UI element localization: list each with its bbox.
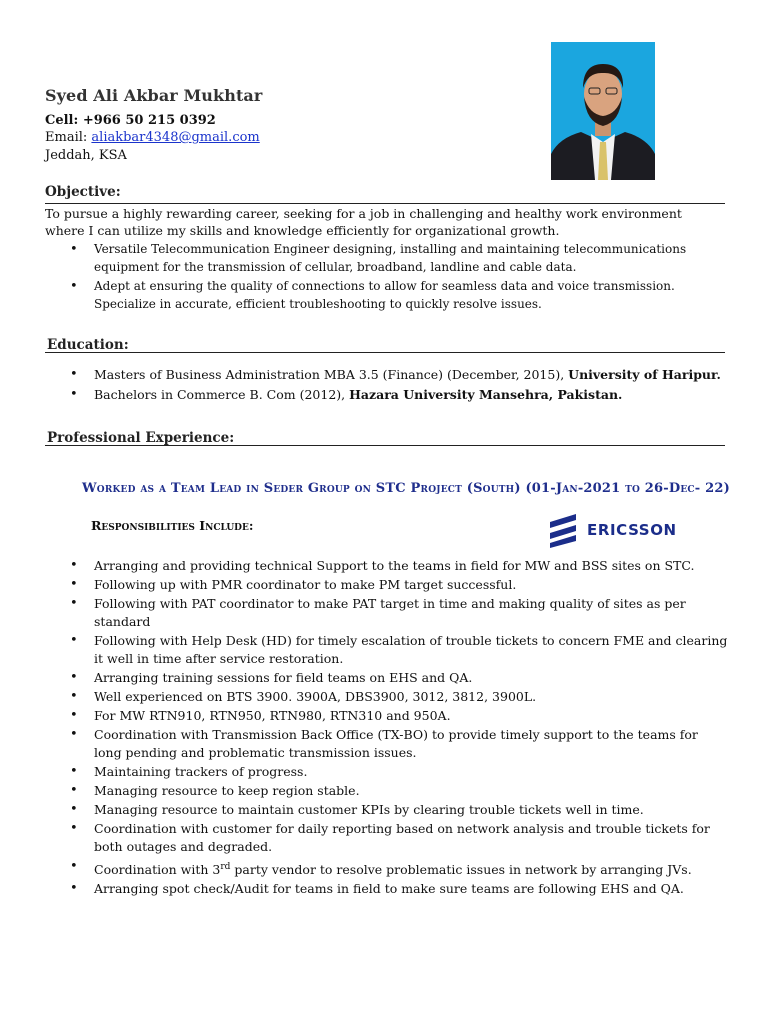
list-item: • Following with Help Desk (HD) for timely escalation of trouble tickets to concern FME and clearing it well in time after service restoration. xyxy=(45,632,729,668)
objective-text: To pursue a highly rewarding career, seeking for a job in challenging and healthy work environment where I can utilize my skills and knowledge efficiently for organizational growth. xyxy=(45,206,682,238)
list-item: • Managing resource to keep region stable. xyxy=(45,782,729,800)
university-name: Hazara University Mansehra, Pakistan. xyxy=(349,387,623,402)
email-line xyxy=(45,130,260,145)
cell-number: Cell: +966 50 215 0392 xyxy=(45,113,216,128)
ericsson-logo xyxy=(546,513,686,549)
education-heading: Education: xyxy=(47,337,129,353)
education-rule xyxy=(45,352,725,353)
profile-photo xyxy=(551,42,655,180)
list-item: • Following with PAT coordinator to make PAT target in time and making quality of sites as per standard xyxy=(45,595,729,631)
vendor-pre: Coordination with 3 xyxy=(94,862,221,878)
list-item: • Adept at ensuring the quality of connections to allow for seamless data and voice transmission. Specialize in accurate, efficient troubleshooting to quickly resolve issues. xyxy=(45,278,729,313)
list-item: • Arranging spot check/Audit for teams in field to make sure teams are following EHS and QA. xyxy=(45,880,729,898)
responsibilities-label: Responsibilities Include: xyxy=(91,518,254,533)
email-label: Email: xyxy=(45,130,92,145)
list-item: • Managing resource to maintain customer KPIs by clearing trouble tickets well in time. xyxy=(45,801,729,819)
list-item: • Arranging training sessions for field teams on EHS and QA. xyxy=(45,669,729,687)
list-item: • Following up with PMR coordinator to make PM target successful. xyxy=(45,576,729,594)
job-title: Worked as a Team Lead in Seder Group on STC Project (South) (01-Jan-2021 to 26-Dec- 22) xyxy=(82,481,730,496)
university-name: University of Haripur. xyxy=(568,367,721,382)
list-item: • For MW RTN910, RTN950, RTN980, RTN310 and 950A. xyxy=(45,707,729,725)
experience-heading: Professional Experience: xyxy=(47,430,235,446)
vendor-post: party vendor to resolve problematic issues in network by arranging JVs. xyxy=(230,862,692,878)
education-list xyxy=(45,365,729,405)
list-item: • Well experienced on BTS 3900. 3900A, DBS3900, 3012, 3812, 3900L. xyxy=(45,688,729,706)
objective-heading: Objective: xyxy=(45,184,121,200)
list-item: • Versatile Telecommunication Engineer designing, installing and maintaining telecommunications equipment for the transmission of cellular, broadband, landline and cable data. xyxy=(45,241,729,276)
degree-text: Masters of Business Administration MBA 3.5 (Finance) (December, 2015), xyxy=(94,367,569,382)
email-link[interactable]: aliakbar4348@gmail.com xyxy=(91,130,260,145)
candidate-name: Syed Ali Akbar Mukhtar xyxy=(45,86,263,105)
list-item: • Arranging and providing technical Support to the teams in field for MW and BSS sites on STC. xyxy=(45,557,729,575)
vendor-sup: rd xyxy=(220,862,231,872)
list-item: • Coordination with Transmission Back Office (TX-BO) to provide timely support to the teams for long pending and problematic transmission issues. xyxy=(45,726,729,762)
location: Jeddah, KSA xyxy=(45,148,127,163)
responsibilities-list xyxy=(45,557,729,898)
list-item xyxy=(45,365,729,385)
list-item xyxy=(45,385,729,405)
experience-rule xyxy=(45,445,725,446)
objective-list xyxy=(45,241,729,313)
list-item: • Coordination with customer for daily reporting based on network analysis and trouble tickets for both outages and degraded. xyxy=(45,820,729,856)
ericsson-icon xyxy=(546,513,582,549)
list-item xyxy=(45,858,729,879)
objective-rule xyxy=(45,203,725,204)
degree-text: Bachelors in Commerce B. Com (2012), xyxy=(94,387,350,402)
logo-text: ERICSSON xyxy=(587,521,677,539)
list-item: • Maintaining trackers of progress. xyxy=(45,763,729,781)
